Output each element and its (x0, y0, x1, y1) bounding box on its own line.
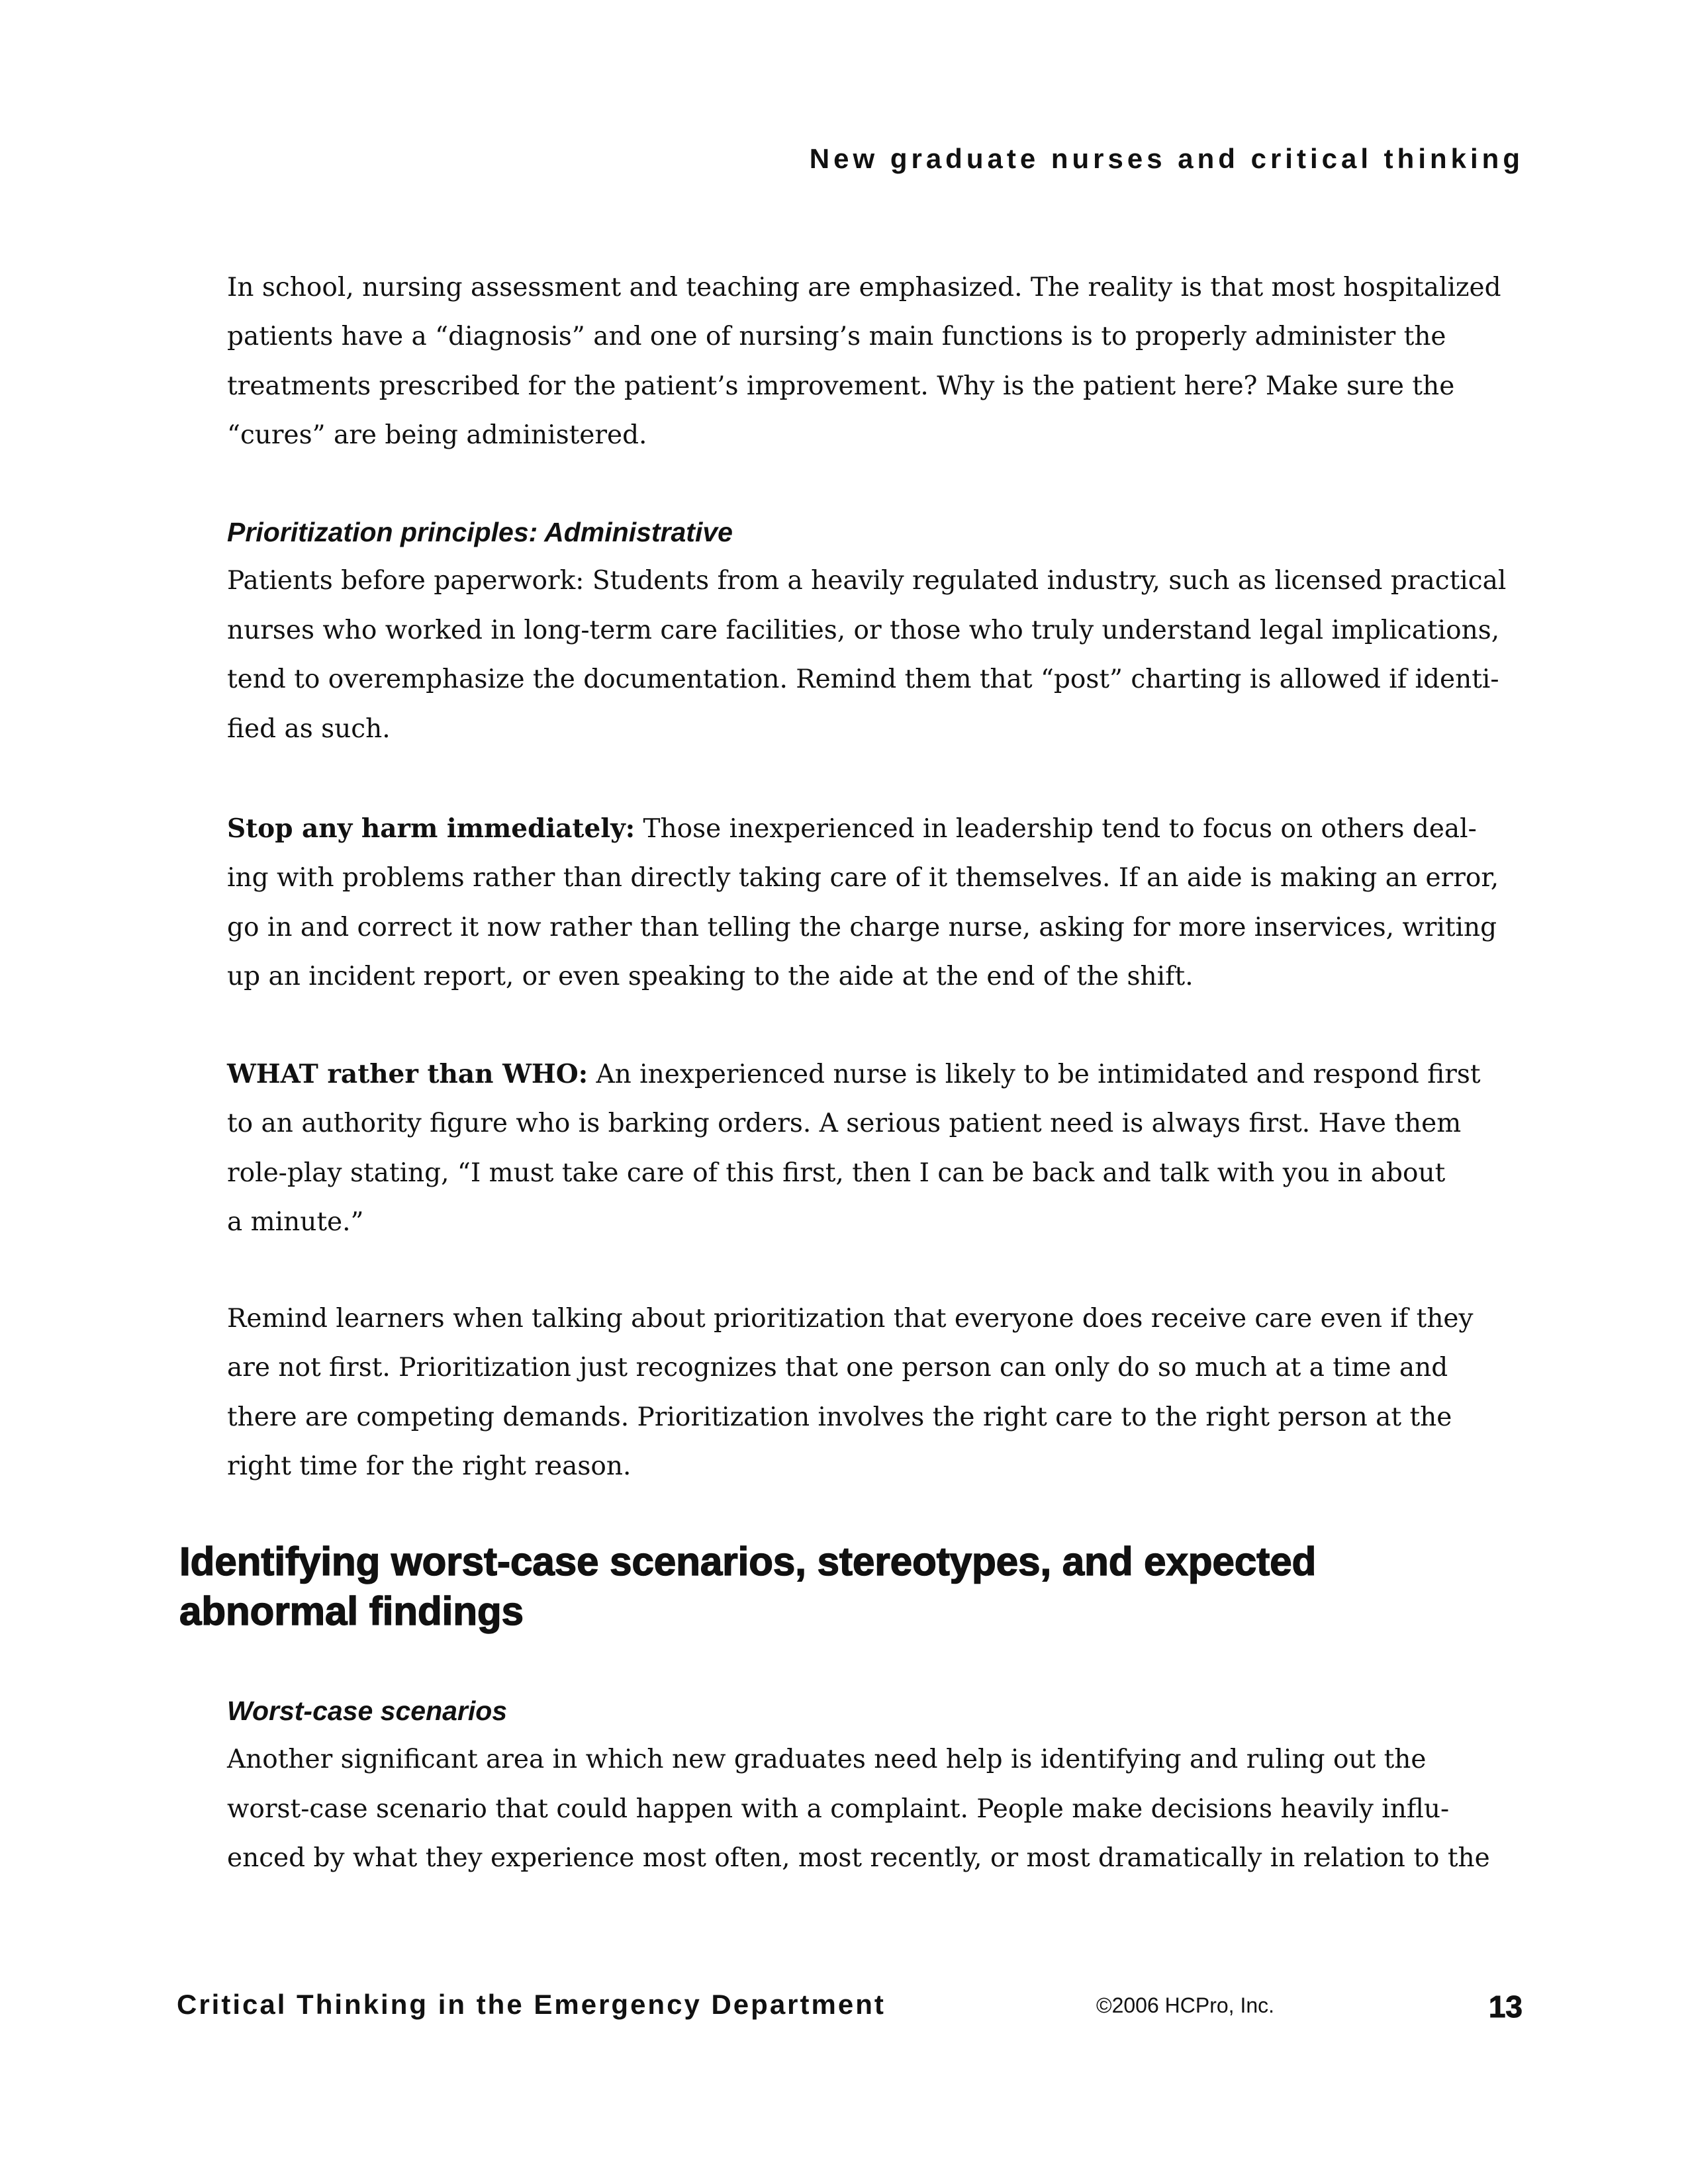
paragraph-what-not-who (227, 1050, 1481, 1248)
footer-copyright: ©2006 HCPro, Inc. (1096, 1993, 1275, 2017)
lead-in: WHAT rather than WHO: (227, 1059, 588, 1089)
text-line: enced by what they experience most often, most recently, or most dramatically in relation to the (227, 1843, 1490, 1874)
running-header: New graduate nurses and critical thinking (809, 143, 1524, 174)
text-line: ing with problems rather than directly taking care of it themselves. If an aide is making an error, (227, 863, 1499, 893)
text-line: Another significant area in which new graduates need help is identifying and ruling out the (227, 1745, 1427, 1775)
paragraph-intro (227, 263, 1501, 461)
paragraph-remind (227, 1295, 1474, 1492)
text-line: go in and correct it now rather than telling the charge nurse, asking for more inservices, writing (227, 912, 1497, 942)
text-line: Patients before paperwork: Students from a heavily regulated industry, such as licensed practical (227, 566, 1507, 596)
subheading-worst-case: Worst-case scenarios (227, 1696, 508, 1726)
heading-line: Identifying worst-case scenarios, stereotypes, and expected (179, 1539, 1317, 1584)
section-heading (179, 1537, 1316, 1636)
heading-line: abnormal findings (179, 1589, 524, 1633)
lead-in: Stop any harm immediately: (227, 813, 635, 844)
text-line: Those inexperienced in leadership tend to focus on others deal- (635, 814, 1477, 844)
text-line: there are competing demands. Prioritization involves the right care to the right person at the (227, 1402, 1452, 1432)
text-line: up an incident report, or even speaking to the aide at the end of the shift. (227, 962, 1194, 992)
text-line: Remind learners when talking about prioritization that everyone does receive care even if they (227, 1304, 1474, 1334)
section-worst-case (227, 1686, 1490, 1884)
text-line: tend to overemphasize the documentation. Remind them that “post” charting is allowed if identi- (227, 664, 1499, 695)
text-line: to an authority figure who is barking orders. A serious patient need is always first. Have them (227, 1109, 1462, 1139)
text-line: An inexperienced nurse is likely to be intimidated and respond first (588, 1060, 1481, 1089)
text-line: fied as such. (227, 713, 391, 744)
page-number: 13 (1488, 1989, 1523, 2024)
text-line: role-play stating, “I must take care of this first, then I can be back and talk with you in about (227, 1158, 1446, 1188)
text-line: treatments prescribed for the patient’s improvement. Why is the patient here? Make sure the (227, 371, 1455, 401)
subheading-prioritization: Prioritization principles: Administrative (227, 517, 733, 547)
paragraph-stop-harm (227, 804, 1499, 1002)
footer-book-title: Critical Thinking in the Emergency Department (177, 1989, 886, 2020)
text-line: In school, nursing assessment and teaching are emphasized. The reality is that most hospitalized (227, 273, 1501, 302)
text-line: are not first. Prioritization just recognizes that one person can only do so much at a time and (227, 1353, 1448, 1383)
text-line: a minute.” (227, 1207, 364, 1238)
text-line: nurses who worked in long-term care facilities, or those who truly understand legal implications, (227, 615, 1500, 645)
section-prioritization (227, 508, 1506, 754)
text-line: patients have a “diagnosis” and one of nursing’s main functions is to properly administer the (227, 322, 1446, 352)
text-line: worst-case scenario that could happen with a complaint. People make decisions heavily influ- (227, 1794, 1450, 1824)
text-line: right time for the right reason. (227, 1451, 632, 1482)
text-line: “cures” are being administered. (227, 420, 647, 451)
